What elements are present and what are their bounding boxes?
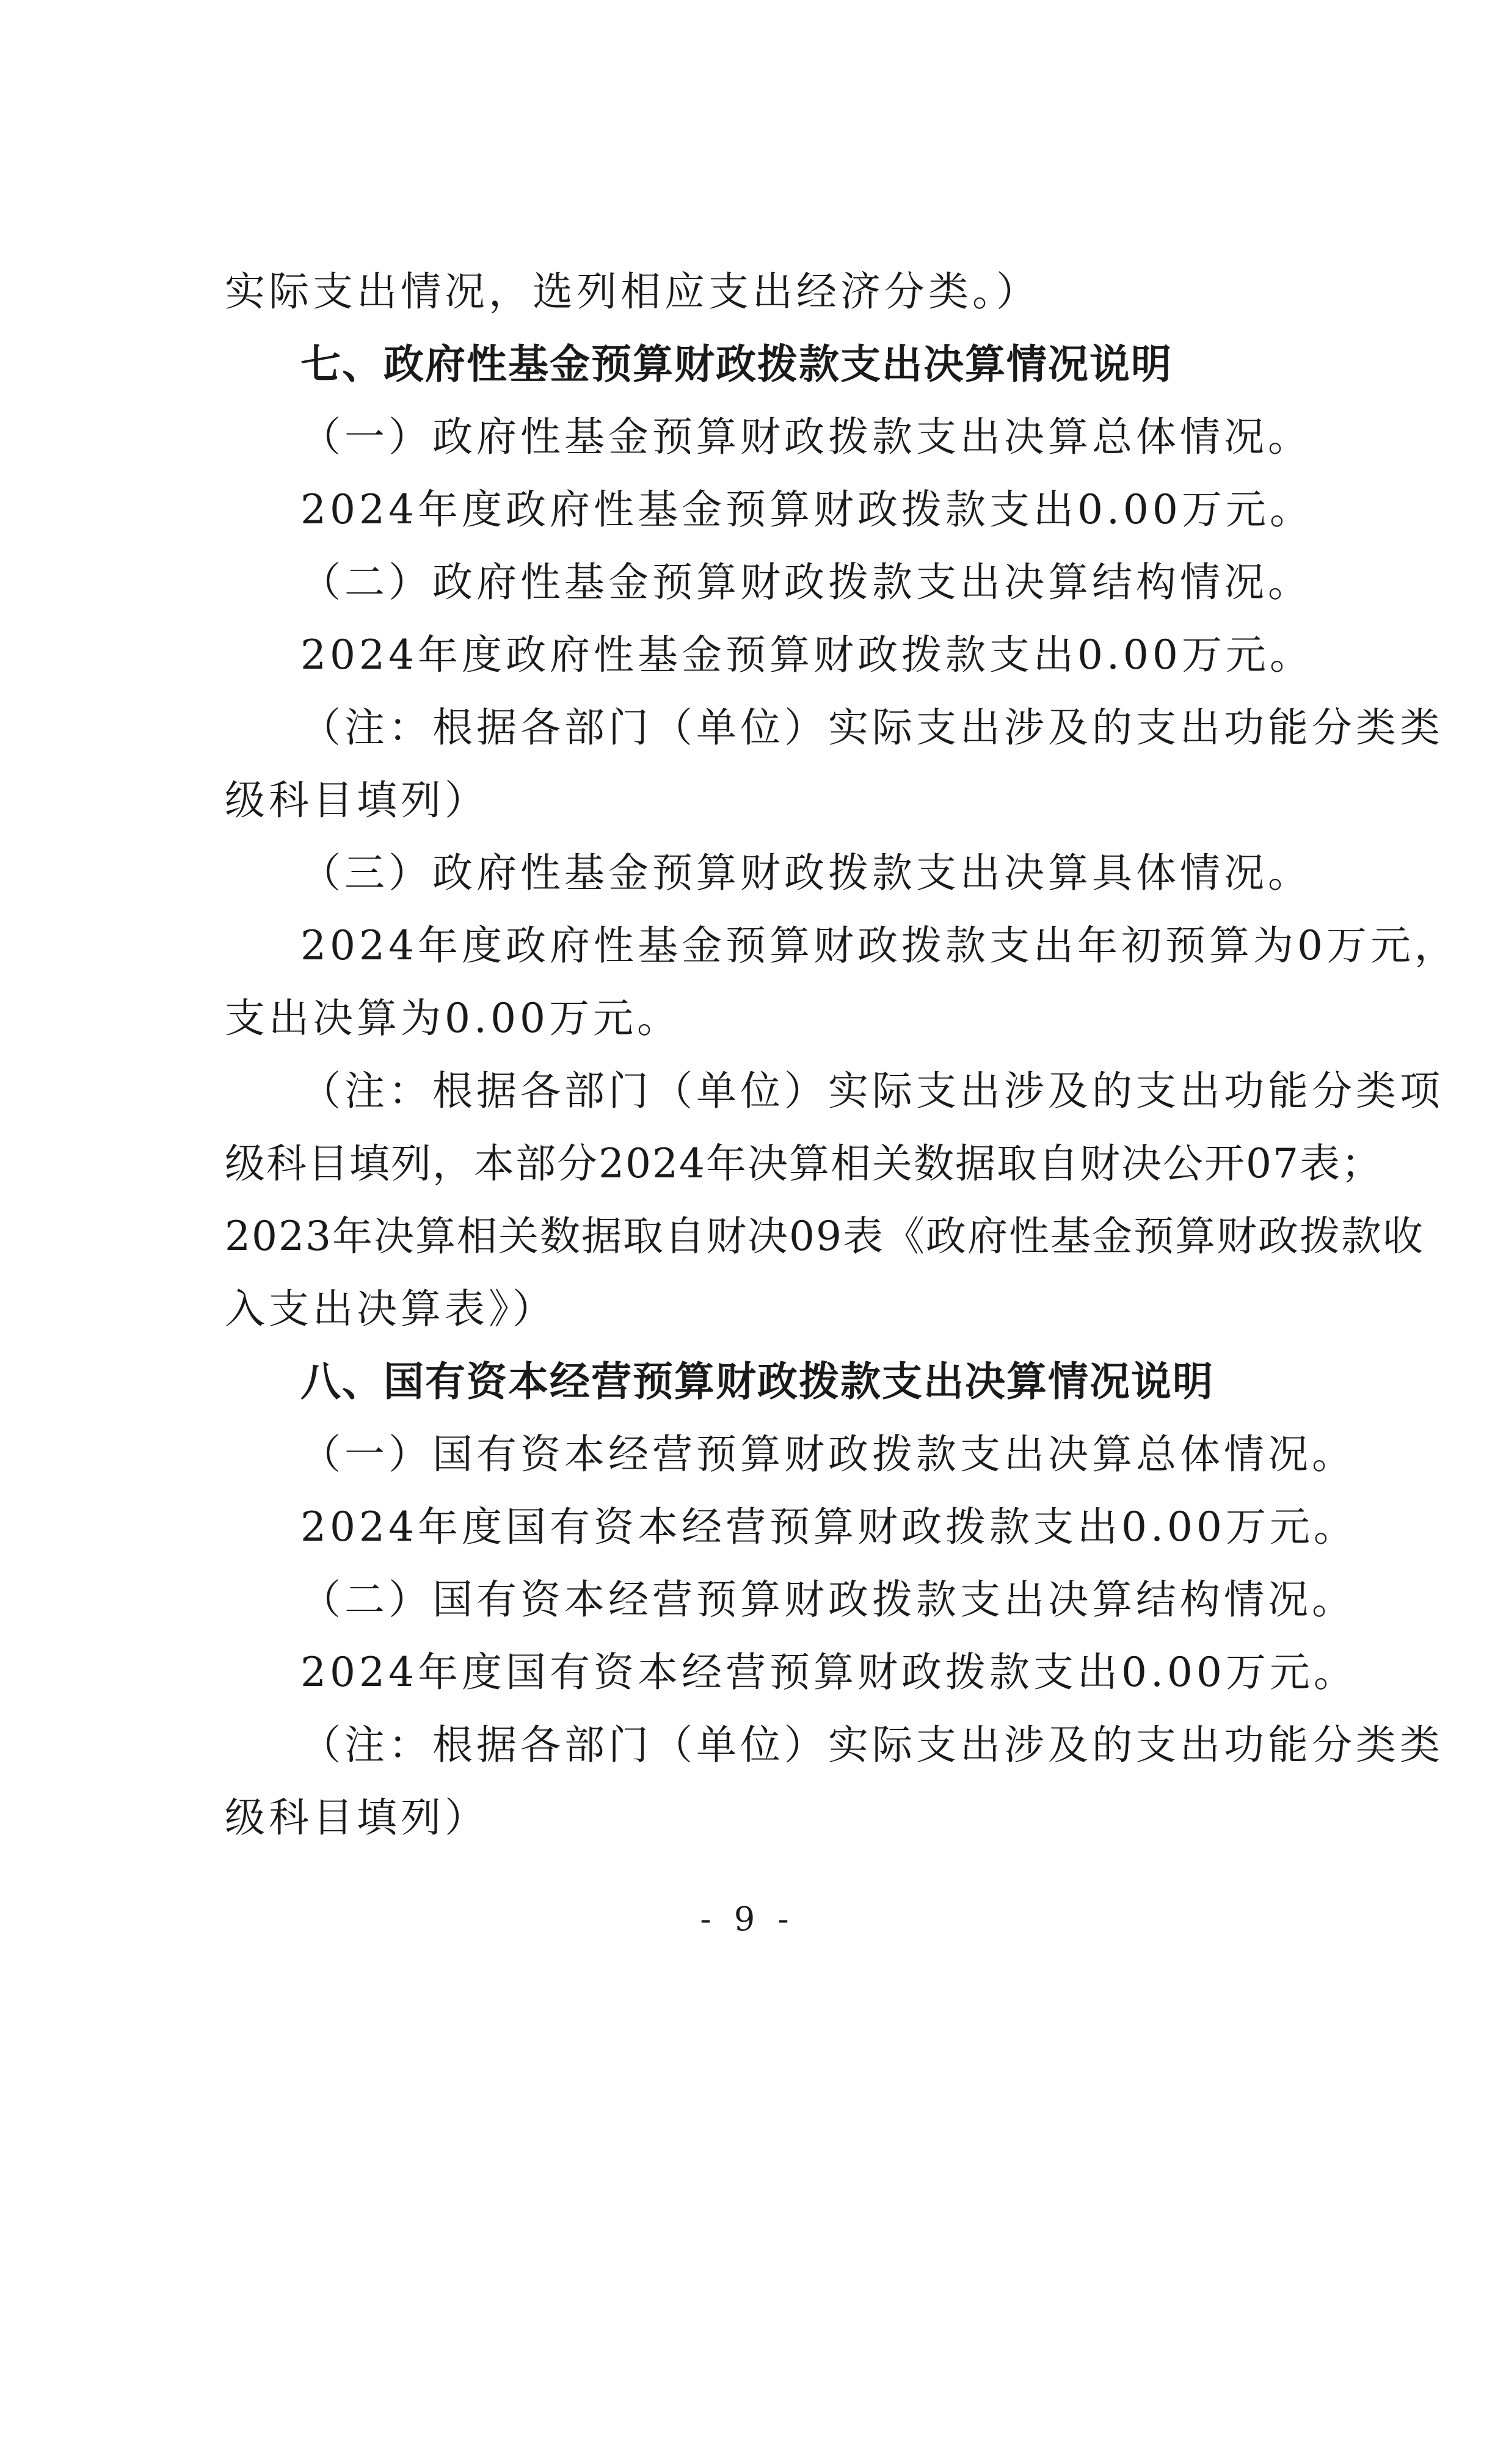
note-line-22: 级科目填列） [225,1794,489,1841]
subheading-7-1: （一）政府性基金预算财政拨款支出决算总体情况。 [300,413,1312,460]
page-number: - 9 - [700,1900,795,1938]
subheading-7-3: （三）政府性基金预算财政拨款支出决算具体情况。 [300,849,1312,896]
text-line-4: 2024年度政府性基金预算财政拨款支出0.00万元。 [300,486,1314,533]
text-line-6: 2024年度政府性基金预算财政拨款支出0.00万元。 [300,631,1314,678]
note-line-13: 级科目填列，本部分2024年决算相关数据取自财决公开07表； [225,1140,1383,1187]
subheading-8-2: （二）国有资本经营预算财政拨款支出决算结构情况。 [300,1576,1356,1623]
note-line-7a: （注：根据各部门（单位）实际支出涉及的支出功能分类类 [300,704,1444,751]
section-heading-7: 七、政府性基金预算财政拨款支出决算情况说明 [300,341,1173,388]
text-line-10: 2024年度政府性基金预算财政拨款支出年初预算为0万元， [300,922,1458,969]
note-line-7b: 级科目填列） [225,777,489,824]
note-line-14: 2023年决算相关数据取自财决09表《政府性基金预算财政拨款收 [225,1213,1424,1260]
note-line-15: 入支出决算表》） [225,1285,556,1332]
text-line-1: 实际支出情况，选列相应支出经济分类。） [225,268,1040,315]
note-line-12: （注：根据各部门（单位）实际支出涉及的支出功能分类项 [300,1067,1444,1114]
subheading-8-1: （一）国有资本经营预算财政拨款支出决算总体情况。 [300,1431,1356,1478]
text-line-11: 支出决算为0.00万元。 [225,995,681,1042]
text-line-20: 2024年度国有资本经营预算财政拨款支出0.00万元。 [300,1649,1358,1696]
section-heading-8: 八、国有资本经营预算财政拨款支出决算情况说明 [300,1358,1214,1405]
note-line-21: （注：根据各部门（单位）实际支出涉及的支出功能分类类 [300,1721,1444,1768]
text-line-18: 2024年度国有资本经营预算财政拨款支出0.00万元。 [300,1503,1358,1550]
subheading-7-2: （二）政府性基金预算财政拨款支出决算结构情况。 [300,559,1312,606]
